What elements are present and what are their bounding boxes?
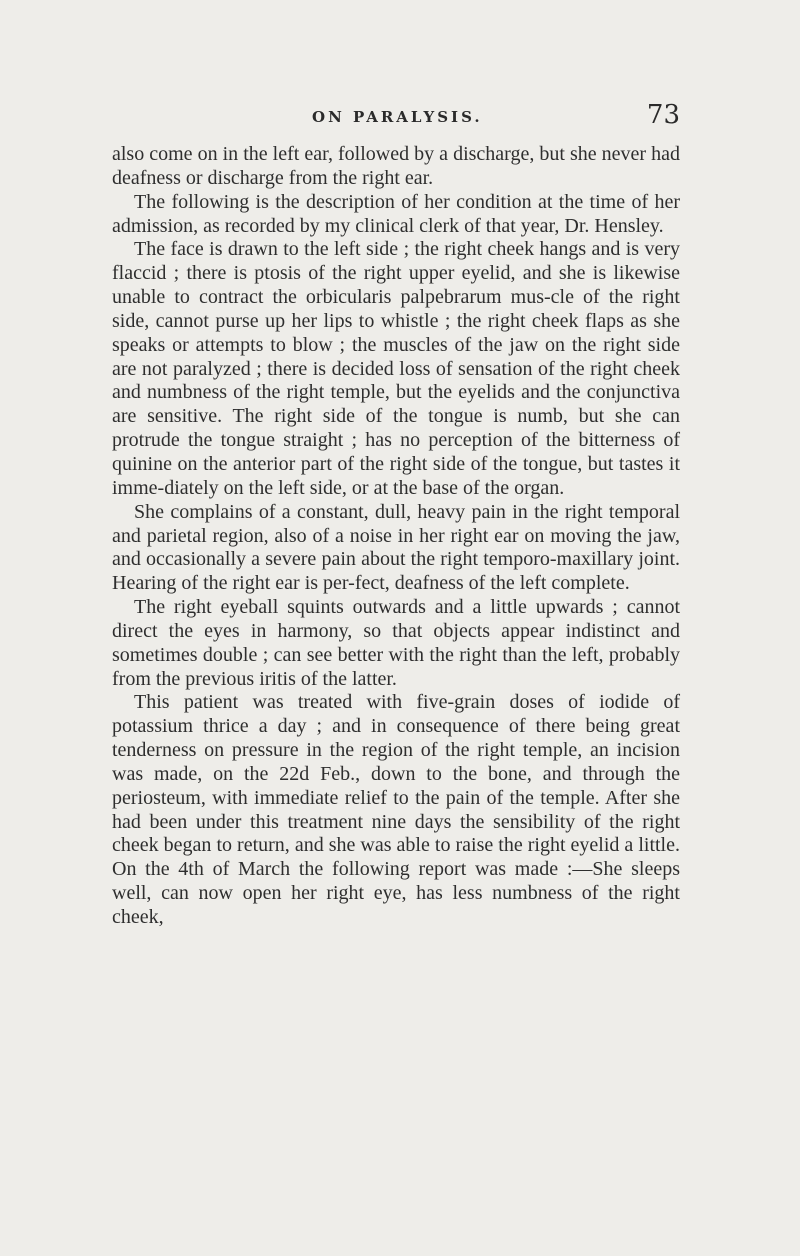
page-header — [112, 100, 680, 136]
paragraph: also come on in the left ear, followed by a discharge, but she never had deafness or discharge from the right ear. — [112, 143, 680, 189]
body-text — [112, 143, 680, 930]
paragraph: The right eyeball squints outwards and a little upwards ; cannot direct the eyes in harmony, so that objects appear indistinct and sometimes double ; can see better with the right than the left, probably from the previous iritis of the latter. — [112, 596, 680, 690]
paragraph: This patient was treated with five-grain doses of iodide of potassium thrice a day ; and in consequence of there being great tenderness on pressure in the region of the right temple, an incision was made, on the 22d Feb., down to the bone, and through the periosteum, with immediate relief to the pain of the temple. After she had been under this treatment nine days the sensibility of the right cheek began to return, and she was able to raise the right eyelid a little. On the 4th of March the following report was made :—She sleeps well, can now open her right eye, has less numbness of the right cheek, — [112, 691, 680, 928]
paragraph: She complains of a constant, dull, heavy pain in the right temporal and parietal region, also of a noise in her right ear on moving the jaw, and occasionally a severe pain about the right temporo-maxillary joint. Hearing of the right ear is per-fect, deafness of the left complete. — [112, 500, 680, 595]
paragraph: The following is the description of her condition at the time of her admission, as recorded by my clinical clerk of that year, Dr. Hensley. — [112, 190, 680, 237]
page-number: 73 — [646, 100, 680, 130]
running-head: ON PARALYSIS. — [312, 108, 483, 126]
paragraph: The face is drawn to the left side ; the right cheek hangs and is very flaccid ; there is ptosis of the right upper eyelid, and she is likewise unable to contract the orbicularis palpebrarum mus-cle of the right side, cannot purse up her lips to whistle ; the right cheek flaps as she speaks or attempts to blow ; the muscles of the jaw on the right side are not paralyzed ; there is decided loss of sensation of the right cheek and numbness of the right temple, but the eyelids and the conjunctiva are sensitive. The right side of the tongue is numb, but she can protrude the tongue straight ; has no perception of the bitterness of quinine on the anterior part of the right side of the tongue, but tastes it imme-diately on the left side, or at the base of the organ. — [112, 238, 680, 499]
